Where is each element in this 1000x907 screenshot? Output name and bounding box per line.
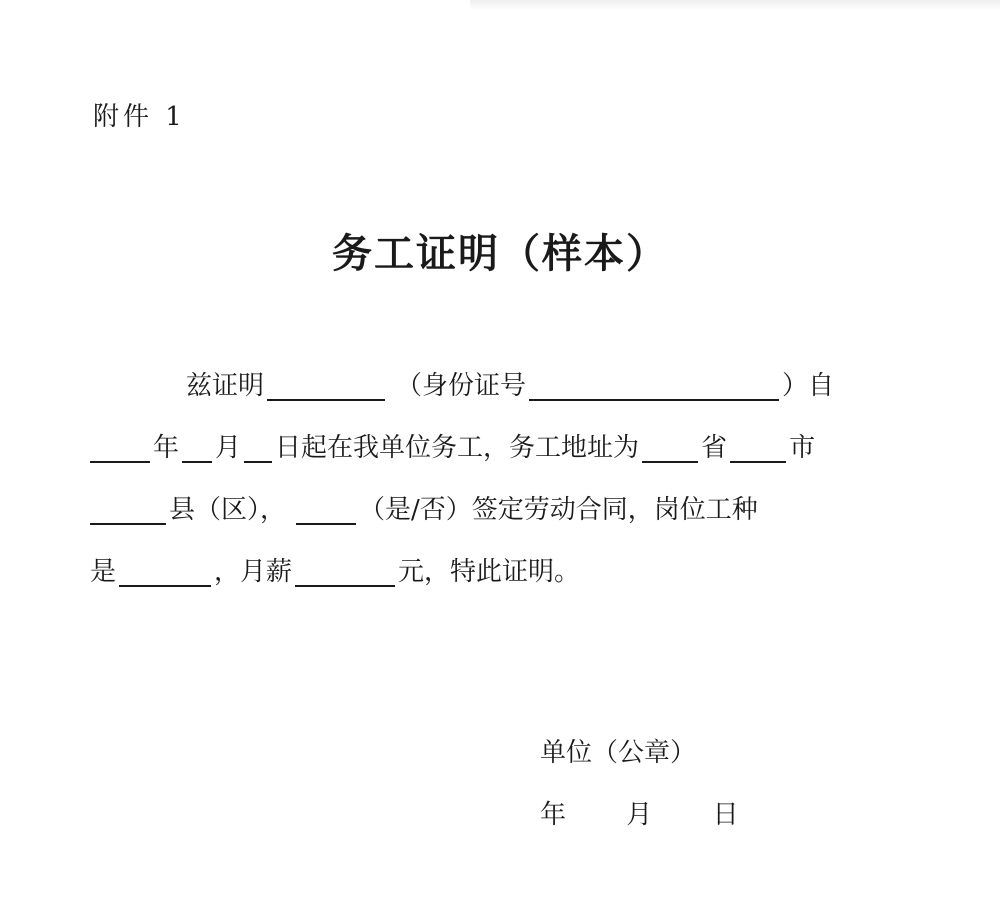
id-number-blank[interactable] [529, 371, 779, 401]
job-type-blank[interactable] [119, 557, 211, 587]
paragraph-line-2 [90, 428, 815, 468]
text-id-number: （身份证号 [396, 371, 527, 401]
paragraph-line-1 [186, 366, 834, 406]
day-blank[interactable] [244, 433, 272, 463]
contract-blank[interactable] [296, 495, 356, 525]
document-title: 务工证明（样本） [332, 230, 668, 277]
year-blank[interactable] [90, 433, 150, 463]
text-work-address: 日起在我单位务工，务工地址为 [275, 433, 640, 463]
text-province: 省 [701, 433, 728, 463]
text-is: 是 [90, 557, 117, 587]
county-blank[interactable] [90, 495, 166, 525]
province-blank[interactable] [642, 433, 698, 463]
scan-shadow [470, 0, 1000, 10]
month-blank[interactable] [182, 433, 212, 463]
text-county: 县（区）， [169, 495, 287, 525]
name-blank[interactable] [267, 371, 385, 401]
date-year: 年 [540, 800, 567, 830]
text-city: 市 [789, 433, 816, 463]
attachment-label: 附件 1 [93, 102, 186, 132]
text-yuan: 元，特此证明。 [398, 557, 581, 587]
paragraph-line-3 [90, 490, 758, 530]
text-contract: （是/否）签定劳动合同，岗位工种 [359, 495, 758, 525]
text-from: ）自 [782, 371, 835, 401]
text-certify: 兹证明 [186, 371, 265, 401]
city-blank[interactable] [730, 433, 786, 463]
paragraph-line-4 [90, 552, 580, 592]
unit-seal-label: 单位（公章） [540, 738, 697, 768]
text-salary: ，月薪 [214, 557, 293, 587]
signature-date [540, 794, 739, 831]
text-month: 月 [215, 433, 242, 463]
date-month: 月 [626, 800, 653, 830]
salary-blank[interactable] [295, 557, 395, 587]
date-day: 日 [712, 800, 739, 830]
text-year: 年 [153, 433, 180, 463]
